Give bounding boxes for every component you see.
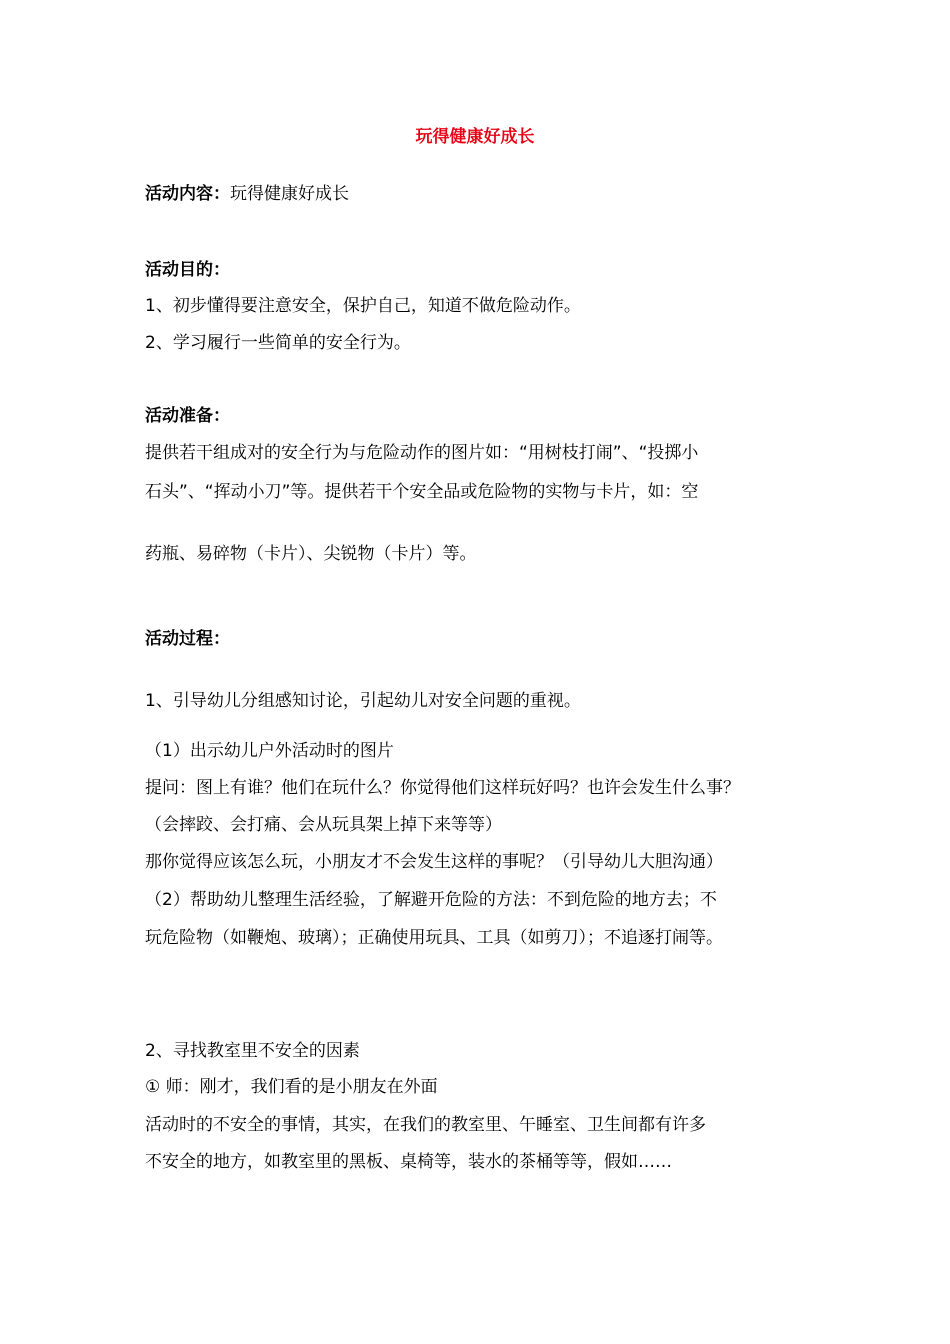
prep-heading: 活动准备： [145,406,230,426]
process-line: 那你觉得应该怎么玩，小朋友才不会发生这样的事呢？（引导幼儿大胆沟通） [145,852,723,872]
goal-item: 2、学习履行一些简单的安全行为。 [145,333,411,353]
process-line: 1、引导幼儿分组感知讨论，引起幼儿对安全问题的重视。 [145,691,581,711]
goal-heading: 活动目的： [145,260,230,280]
process-line: 2、寻找教室里不安全的因素 [145,1041,360,1061]
process-line: 活动时的不安全的事情，其实，在我们的教室里、午睡室、卫生间都有许多 [145,1115,706,1135]
process-line: ① 师：刚才，我们看的是小朋友在外面 [145,1077,438,1097]
process-line: 不安全的地方，如教室里的黑板、桌椅等，装水的茶桶等等，假如…… [145,1152,672,1172]
process-line: （会摔跤、会打痛、会从玩具架上掉下来等等） [145,815,502,835]
prep-line: 石头”、“挥动小刀”等。提供若干个安全品或危险物的实物与卡片，如：空 [145,482,699,502]
process-line: 提问：图上有谁？他们在玩什么？你觉得他们这样玩好吗？也许会发生什么事？ [145,778,740,798]
goal-item: 1、初步懂得要注意安全，保护自己，知道不做危险动作。 [145,296,581,316]
process-line: 玩危险物（如鞭炮、玻璃）；正确使用玩具、工具（如剪刀）；不追逐打闹等。 [145,928,723,948]
activity-content-line [145,183,349,205]
prep-line: 提供若干组成对的安全行为与危险动作的图片如：“用树枝打闹”、“投掷小 [145,443,699,463]
process-heading: 活动过程： [145,629,230,649]
prep-line: 药瓶、易碎物（卡片）、尖锐物（卡片）等。 [145,544,477,564]
activity-content-value: 玩得健康好成长 [230,184,349,204]
document-title: 玩得健康好成长 [415,127,535,147]
activity-content-label: 活动内容： [145,184,230,204]
process-line: （2）帮助幼儿整理生活经验，了解避开危险的方法：不到危险的地方去；不 [145,890,717,910]
process-line: （1）出示幼儿户外活动时的图片 [145,741,394,761]
